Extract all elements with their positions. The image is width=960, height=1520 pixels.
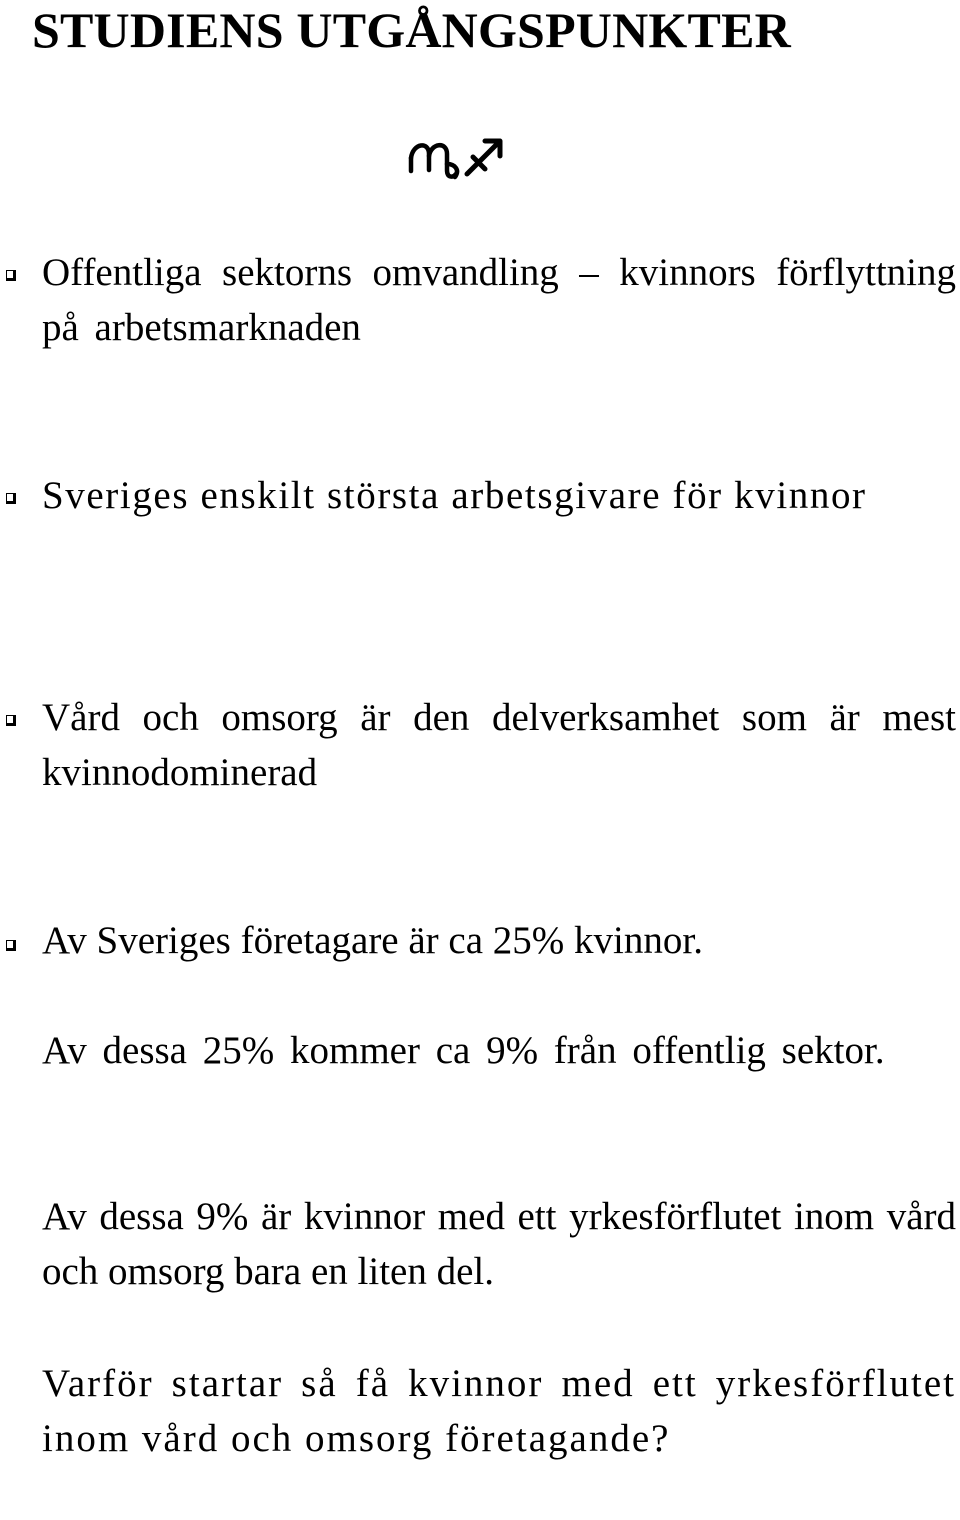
sagittarius-symbol-icon bbox=[467, 141, 500, 174]
square-bullet-icon bbox=[6, 715, 16, 726]
bullet-item: Vård och omsorg är den delverksamhet som är mest kvinnodominerad bbox=[42, 696, 956, 794]
body-paragraph: Av dessa 9% är kvinnor med ett yrkesförflutet inom vård och omsorg bara en liten del. bbox=[42, 1195, 956, 1293]
virgo-symbol-icon bbox=[411, 145, 457, 177]
body-paragraph: Av dessa 25% kommer ca 9% från offentlig sektor. bbox=[42, 1029, 885, 1072]
page-title: STUDIENS UTGÅNGSPUNKTER bbox=[32, 2, 791, 58]
closing-question: Varför startar så få kvinnor med ett yrkesförflutet inom vård och omsorg företagande? bbox=[42, 1362, 956, 1460]
astrological-symbols bbox=[405, 128, 515, 188]
bullet-item: Sveriges enskilt största arbetsgivare för kvinnor bbox=[42, 474, 867, 517]
square-bullet-icon bbox=[6, 270, 16, 281]
bullet-item: Offentliga sektorns omvandling – kvinnors förflyttning på arbetsmarknaden bbox=[42, 251, 956, 349]
square-bullet-icon bbox=[6, 940, 16, 951]
bullet-item: Av Sveriges företagare är ca 25% kvinnor. bbox=[42, 919, 703, 962]
square-bullet-icon bbox=[6, 493, 16, 504]
